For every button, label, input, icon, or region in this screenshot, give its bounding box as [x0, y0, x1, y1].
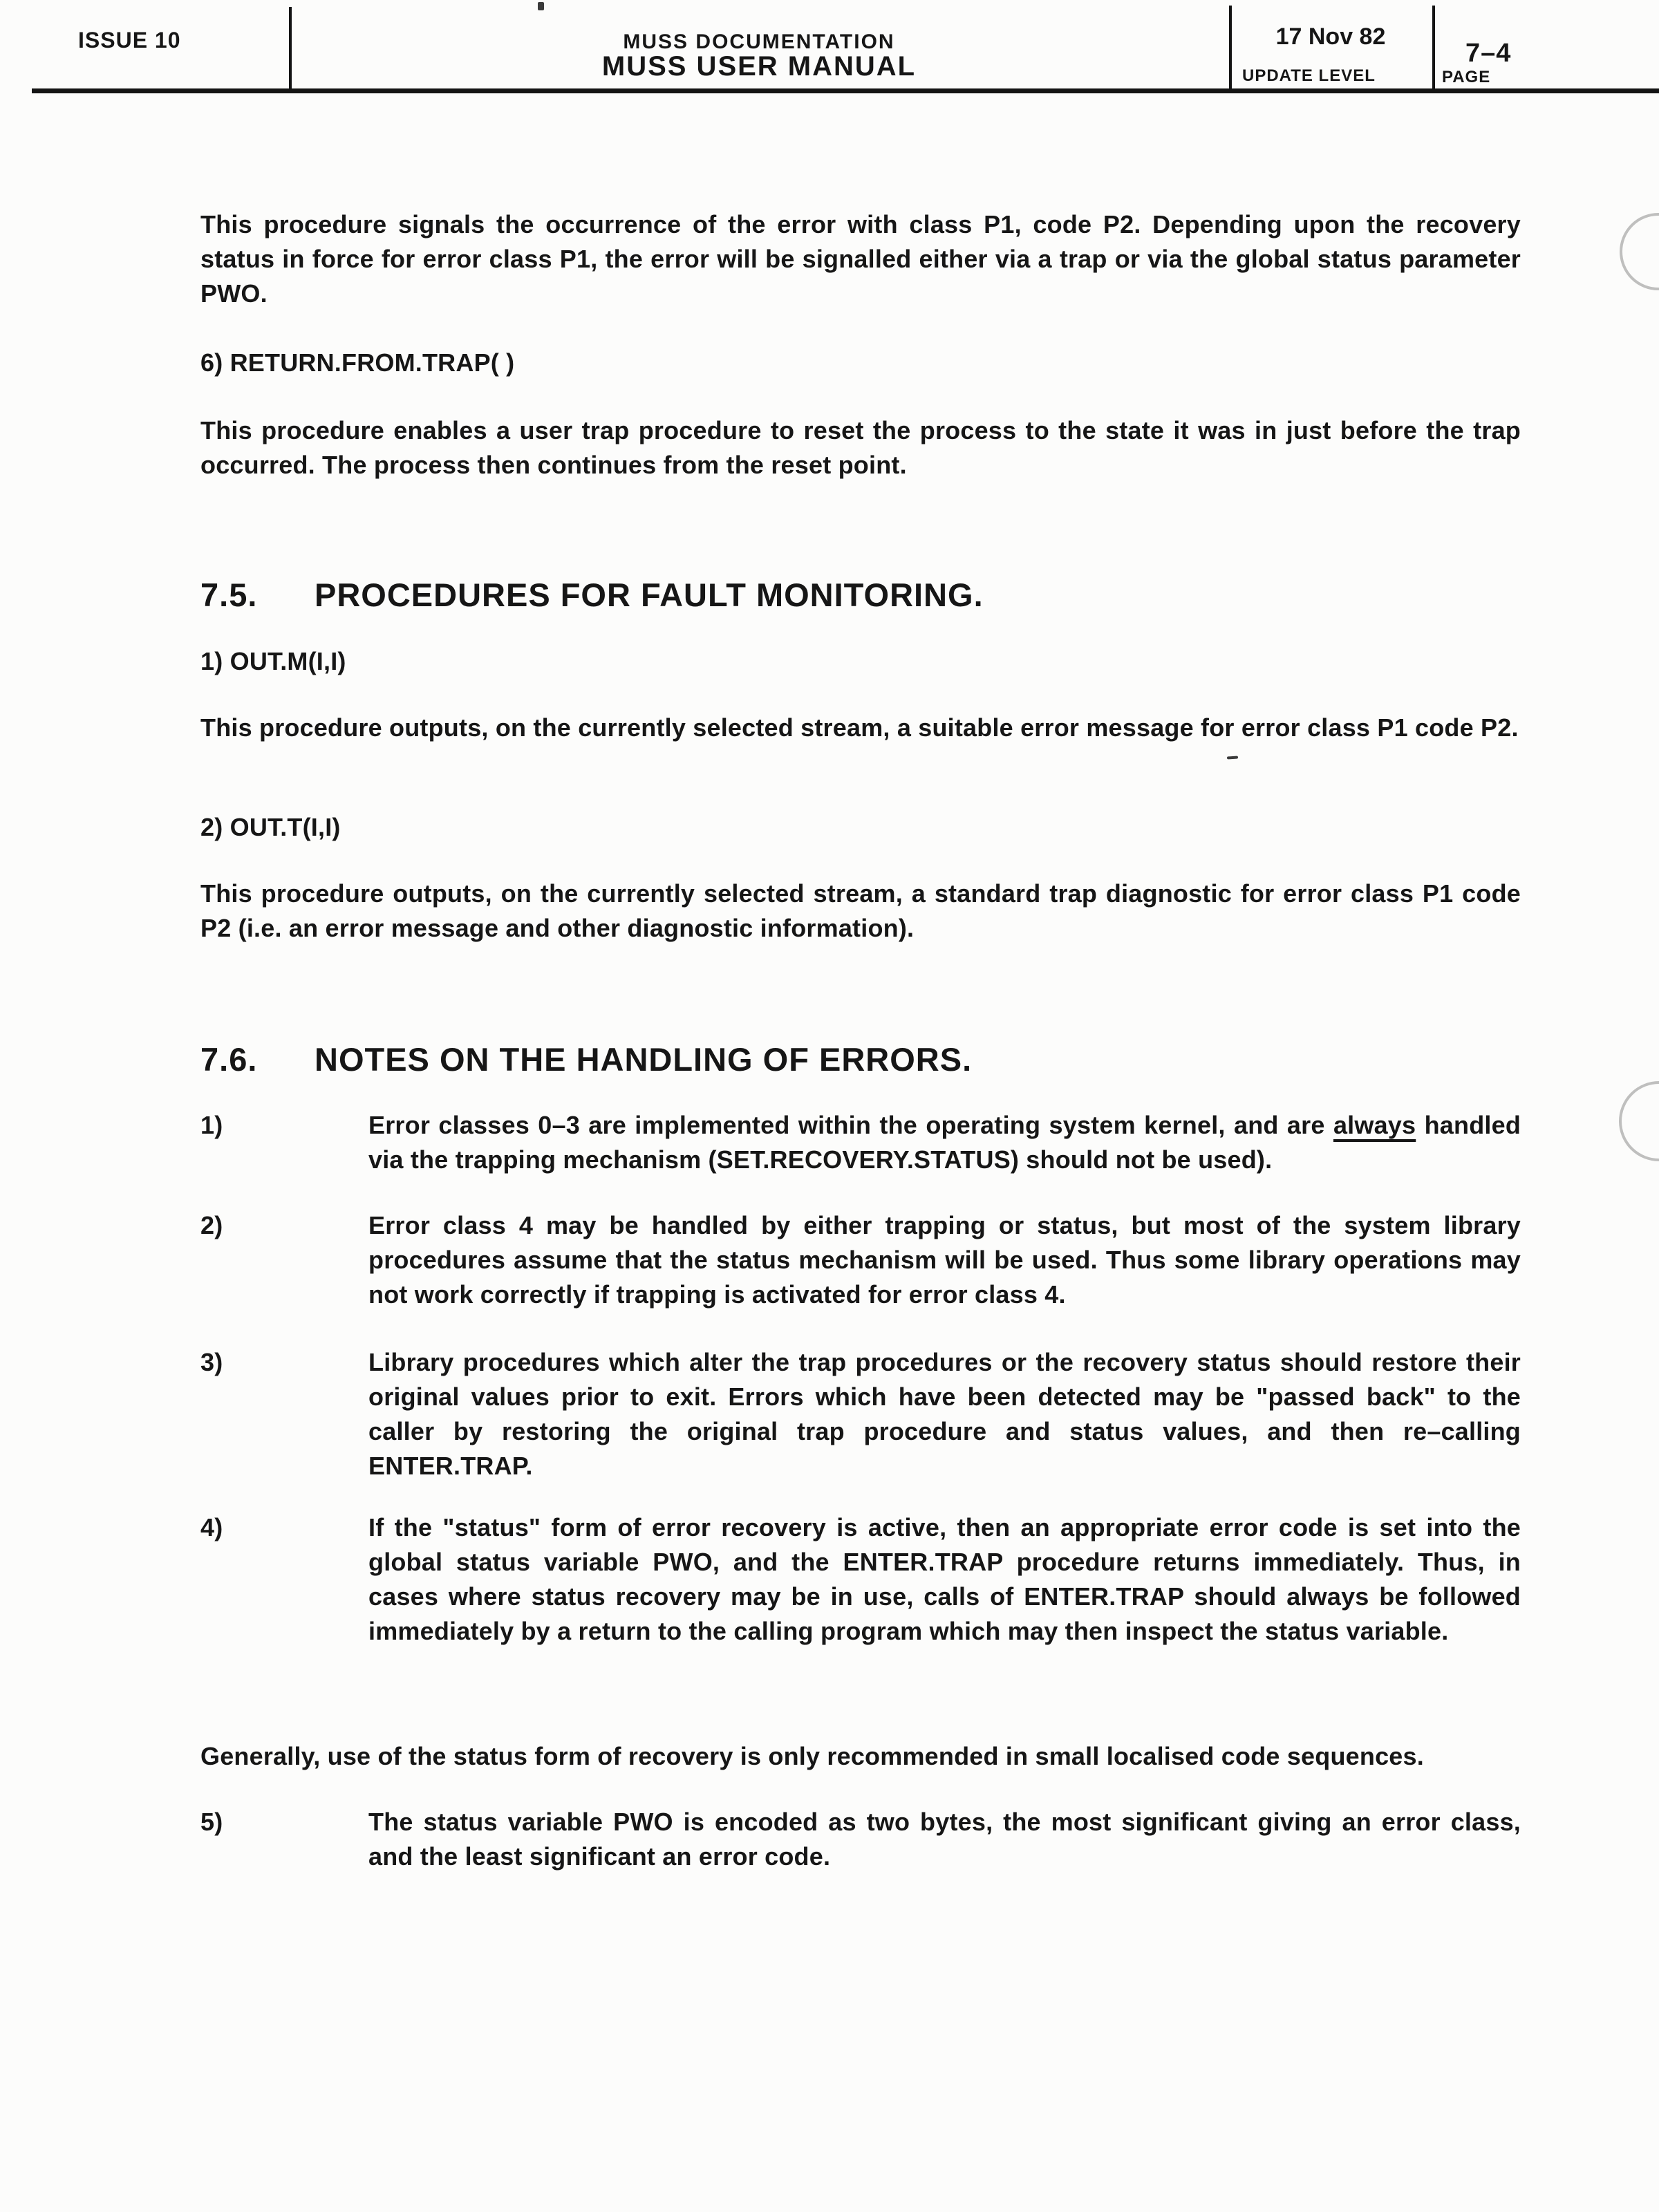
note-text: The status variable PWO is encoded as two bytes, the most significant giving an error class, and the least significant an error code.: [368, 1808, 1521, 1871]
update-level-label: UPDATE LEVEL: [1242, 66, 1376, 85]
section-number: 7.5.: [200, 577, 258, 613]
section-heading-7-6: [200, 1040, 972, 1078]
paragraph-generally: Generally, use of the status form of recovery is only recommended in small localised code sequences.: [200, 1742, 1424, 1770]
paragraph-out-t: This procedure outputs, on the currently selected stream, a standard trap diagnostic for error class P1 code P2 (i.e. an error message and other diagnostic information).: [200, 879, 1521, 942]
note-text: [368, 1108, 1521, 1177]
paragraph-error-signal: This procedure signals the occurrence of the error with class P1, code P2. Depending upon the recovery status in force for error class P1, the error will be signalled either via a trap or via the global status parameter PWO.: [200, 210, 1521, 308]
page-number: 7–4: [1465, 39, 1512, 68]
paragraph-out-m: This procedure outputs, on the currently selected stream, a suitable error message for error class P1 code P2.: [200, 713, 1519, 742]
note-item-1: [200, 1108, 1521, 1177]
note-text-underlined: always: [1333, 1111, 1416, 1139]
note-item-3: [200, 1345, 1521, 1483]
page-label: PAGE: [1442, 68, 1491, 86]
header-divider-3: [1432, 6, 1435, 91]
note-item-2: [200, 1208, 1521, 1312]
note-number: 2): [200, 1211, 223, 1239]
update-date: 17 Nov 82: [1275, 24, 1386, 50]
issue-label: ISSUE 10: [78, 28, 181, 53]
note-item-4: [200, 1510, 1521, 1649]
header-rule: [32, 88, 1659, 93]
note-number: 5): [200, 1808, 223, 1836]
section-heading-7-5: [200, 576, 984, 614]
procedure-label-out-m: 1) OUT.M(I,I): [200, 647, 346, 675]
scan-speck-dash: [1227, 756, 1238, 759]
note-item-5: [200, 1805, 1521, 1874]
procedure-label-return-from-trap: 6) RETURN.FROM.TRAP( ): [200, 348, 515, 377]
section-title: PROCEDURES FOR FAULT MONITORING.: [315, 577, 984, 613]
paragraph-return-from-trap: This procedure enables a user trap procedure to reset the process to the state it was in just before the trap occurred. The process then continues from the reset point.: [200, 416, 1521, 479]
note-text: Error class 4 may be handled by either trapping or status, but most of the system library procedures assume that the status mechanism will be used. Thus some library operations may not work correctly if trapping is activated for error class 4.: [368, 1211, 1521, 1309]
note-number: 3): [200, 1348, 223, 1376]
section-title: NOTES ON THE HANDLING OF ERRORS.: [315, 1041, 973, 1078]
note-text-before: Error classes 0–3 are implemented within the operating system kernel, and are: [368, 1111, 1333, 1139]
binder-ring-mark-middle: [1619, 1081, 1659, 1161]
section-number: 7.6.: [200, 1041, 258, 1078]
note-text-after: handled via the trapping mechanism (SET.RECOVERY.STATUS) should not be used).: [368, 1111, 1521, 1174]
note-number: 4): [200, 1513, 223, 1541]
note-number: 1): [200, 1111, 223, 1139]
doc-title-line2: MUSS USER MANUAL: [601, 51, 917, 82]
procedure-label-out-t: 2) OUT.T(I,I): [200, 813, 341, 841]
note-text: Library procedures which alter the trap procedures or the recovery status should restore their original values prior to exit. Errors which have been detected may be "passed back" to the caller by restoring the original trap procedure and status values, and then re–calling ENTER.TRAP.: [368, 1348, 1521, 1480]
note-text: If the "status" form of error recovery is active, then an appropriate error code is set into the global status variable PWO, and the ENTER.TRAP procedure returns immediately. Thus, in cases where status recovery may be in use, calls of ENTER.TRAP should always be followed immediately by a return to the calling program which may then inspect the status variable.: [368, 1513, 1521, 1645]
binder-ring-mark-top: [1620, 213, 1659, 290]
doc-title-line1: MUSS DOCUMENTATION: [623, 30, 895, 53]
scan-speck-top: [538, 2, 544, 10]
